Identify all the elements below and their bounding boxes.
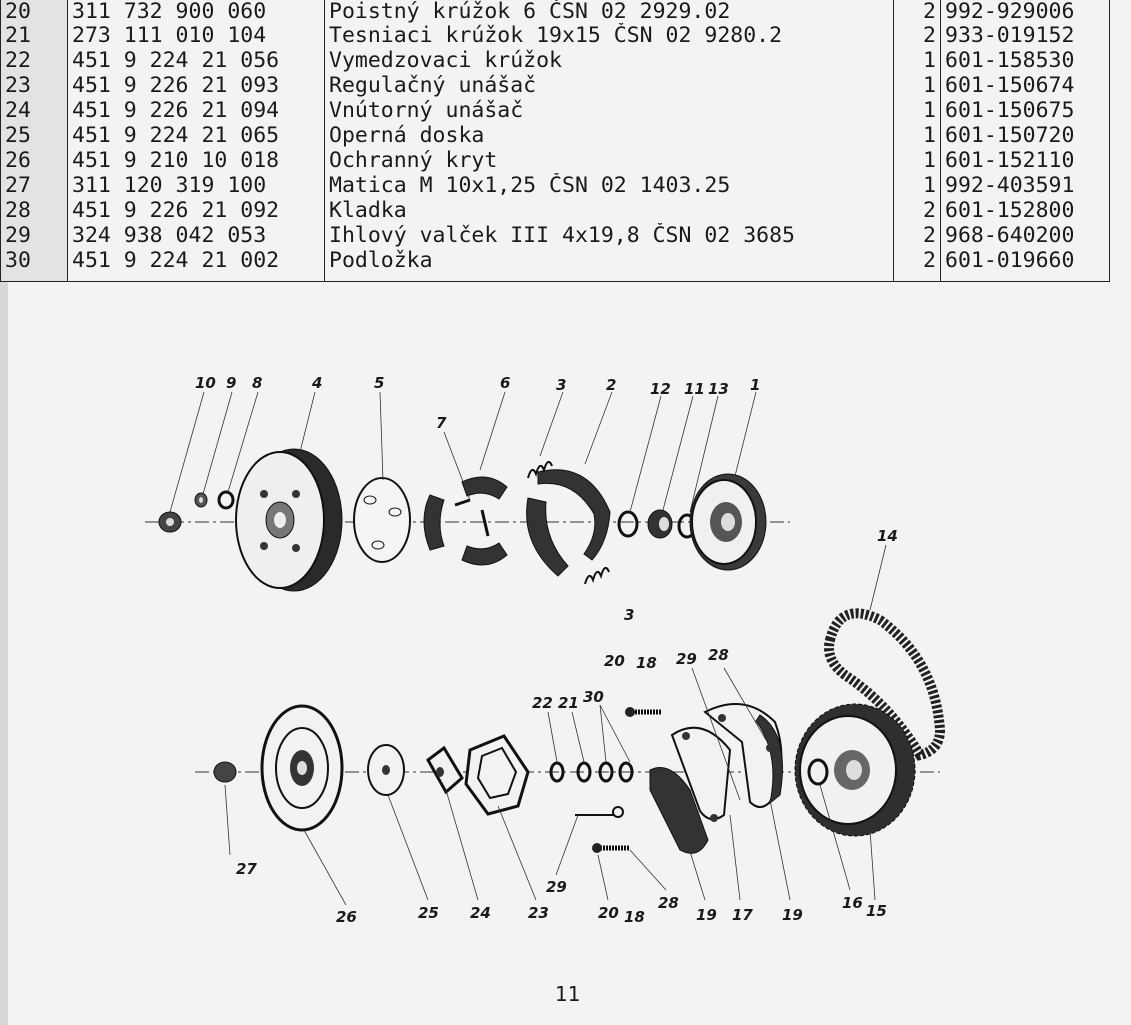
callout: 10: [195, 374, 216, 392]
callout: 1: [750, 376, 761, 394]
cell-quantity: 2: [894, 223, 941, 248]
callout: 24: [470, 904, 491, 922]
cell-part-name: Vnútorný unášač: [325, 98, 894, 123]
callout: 17: [732, 906, 753, 924]
callout: 18: [636, 654, 657, 672]
callout: 19: [696, 906, 717, 924]
cell-position: 22: [1, 48, 68, 73]
callout: 21: [558, 694, 579, 712]
callout: 14: [877, 527, 898, 545]
cell-part-code: 451 9 226 21 094: [68, 98, 325, 123]
callout: 20: [598, 904, 619, 922]
cell-catalog-number: 601-152800: [941, 198, 1110, 223]
cell-part-name: Ochranný kryt: [325, 148, 894, 173]
cell-part-name: Kladka: [325, 198, 894, 223]
cell-quantity: 1: [894, 123, 941, 148]
carrier-23-icon: [466, 736, 528, 814]
nut-27-icon: [214, 762, 236, 782]
cell-position: 21: [1, 23, 68, 48]
spring-3-lower-icon: [585, 568, 609, 584]
cell-catalog-number: 601-158530: [941, 48, 1110, 73]
cell-quantity: 2: [894, 0, 941, 23]
cell-part-name: Matica M 10x1,25 ČSN 02 1403.25: [325, 173, 894, 198]
cell-catalog-number: 933-019152: [941, 23, 1110, 48]
cell-catalog-number: 992-929006: [941, 0, 1110, 23]
cell-catalog-number: 992-403591: [941, 173, 1110, 198]
cell-part-code: 451 9 224 21 002: [68, 248, 325, 282]
washer-8-icon: [219, 492, 233, 508]
callout: 3: [556, 376, 567, 394]
clutch-shoes-6-icon: [424, 477, 507, 565]
cell-position: 30: [1, 248, 68, 282]
carrier-24-icon: [428, 748, 462, 792]
callout: 30: [583, 688, 604, 706]
table-row: [1, 248, 1110, 282]
cell-position: 20: [1, 0, 68, 23]
callout: 29: [546, 878, 567, 896]
washer-9-icon: [195, 493, 207, 507]
cell-part-code: 451 9 226 21 093: [68, 73, 325, 98]
cell-part-code: 311 120 319 100: [68, 173, 325, 198]
cell-position: 28: [1, 198, 68, 223]
callout: 6: [500, 374, 511, 392]
table-row: [1, 148, 1110, 173]
cell-part-code: 273 111 010 104: [68, 23, 325, 48]
cell-catalog-number: 601-150675: [941, 98, 1110, 123]
cell-quantity: 1: [894, 173, 941, 198]
cell-part-code: 324 938 042 053: [68, 223, 325, 248]
cell-position: 29: [1, 223, 68, 248]
table-row: [1, 173, 1110, 198]
callout: 20: [604, 652, 625, 670]
cell-part-code: 311 732 900 060: [68, 0, 325, 23]
hub-1-icon: [690, 474, 766, 570]
callout: 3: [624, 606, 635, 624]
table-row: [1, 198, 1110, 223]
cell-part-code: 451 9 210 10 018: [68, 148, 325, 173]
callout: 29: [676, 650, 697, 668]
table-row: [1, 23, 1110, 48]
table-row: [1, 0, 1110, 23]
callout: 22: [532, 694, 553, 712]
cell-part-name: Poistný krúžok 6 ČSN 02 2929.02: [325, 0, 894, 23]
cell-catalog-number: 968-640200: [941, 223, 1110, 248]
callout: 26: [336, 908, 357, 926]
callout: 9: [226, 374, 237, 392]
cell-part-name: Ihlový valček III 4x19,8 ČSN 02 3685: [325, 223, 894, 248]
parts-table: [0, 0, 1110, 282]
callout: 12: [650, 380, 671, 398]
callout: 4: [312, 374, 323, 392]
callout: 28: [708, 646, 729, 664]
exploded-assembly-diagram: [0, 290, 1131, 950]
cell-position: 25: [1, 123, 68, 148]
callout: 13: [708, 380, 729, 398]
cell-catalog-number: 601-150674: [941, 73, 1110, 98]
callout: 11: [684, 380, 705, 398]
cell-catalog-number: 601-150720: [941, 123, 1110, 148]
table-row: [1, 73, 1110, 98]
callout: 27: [236, 860, 257, 878]
plate-25-icon: [368, 745, 404, 795]
callout: 5: [374, 374, 385, 392]
shoe-2-icon: [527, 470, 610, 576]
table-row: [1, 123, 1110, 148]
cell-quantity: 1: [894, 73, 941, 98]
page-number: 11: [555, 982, 581, 1006]
cell-part-name: Tesniaci krúžok 19x15 ČSN 02 9280.2: [325, 23, 894, 48]
cell-catalog-number: 601-019660: [941, 248, 1110, 282]
cell-position: 24: [1, 98, 68, 123]
clutch-drum-4-icon: [236, 449, 342, 591]
cell-position: 23: [1, 73, 68, 98]
callout: 25: [418, 904, 439, 922]
cell-quantity: 2: [894, 248, 941, 282]
pulley-15-icon: [795, 704, 915, 836]
rings-22-21-30-icon: [551, 763, 632, 781]
callout: 28: [658, 894, 679, 912]
cell-quantity: 1: [894, 98, 941, 123]
table-row: [1, 98, 1110, 123]
cover-26-icon: [262, 706, 342, 830]
table-row: [1, 48, 1110, 73]
callout: 7: [436, 414, 447, 432]
cell-part-code: 451 9 224 21 065: [68, 123, 325, 148]
cell-part-name: Podložka: [325, 248, 894, 282]
cell-part-name: Vymedzovaci krúžok: [325, 48, 894, 73]
plate-5-icon: [354, 478, 410, 562]
bearing-11-icon: [648, 510, 672, 538]
callout: 16: [842, 894, 863, 912]
callout: 15: [866, 902, 887, 920]
nut-10-icon: [159, 512, 181, 532]
callout: 19: [782, 906, 803, 924]
cell-catalog-number: 601-152110: [941, 148, 1110, 173]
cell-position: 26: [1, 148, 68, 173]
cell-quantity: 1: [894, 148, 941, 173]
cell-quantity: 2: [894, 23, 941, 48]
cell-part-name: Operná doska: [325, 123, 894, 148]
ring-12-icon: [619, 512, 637, 536]
table-row: [1, 223, 1110, 248]
cell-part-code: 451 9 226 21 092: [68, 198, 325, 223]
cell-position: 27: [1, 173, 68, 198]
cell-part-name: Regulačný unášač: [325, 73, 894, 98]
cell-quantity: 2: [894, 198, 941, 223]
callout: 2: [606, 376, 617, 394]
callout: 8: [252, 374, 263, 392]
cell-quantity: 1: [894, 48, 941, 73]
cell-part-code: 451 9 224 21 056: [68, 48, 325, 73]
callout: 18: [624, 908, 645, 926]
arms-19-icon: [650, 704, 783, 853]
callout: 23: [528, 904, 549, 922]
